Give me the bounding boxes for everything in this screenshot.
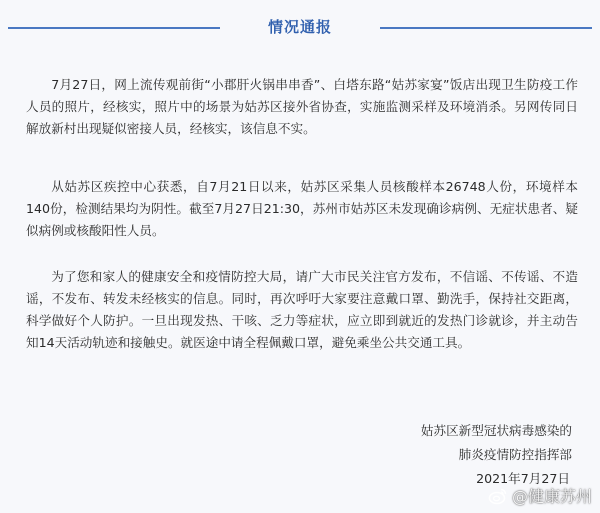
signature-line-2: 肺炎疫情防控指挥部 (458, 447, 572, 462)
paragraph-rumor-clarification: 7月27日，网上流传观前街“小郡肝火锅串串香”、白塔东路“姑苏家宴”饭店出现卫生防疫工作人员的照片，经核实，照片中的场景为姑苏区接外省协查，实施监测采样及环境消杀。另网传同日解放新村出现疑似密接人员，经核实，该信息不实。 (26, 77, 578, 136)
notice-title: 情况通报 (267, 18, 332, 36)
title-bar (8, 16, 592, 38)
paragraph-test-results: 从姑苏区疾控中心获悉，自7月21日以来，姑苏区采集人员核酸样本26748人份，环境样本140份，检测结果均为阴性。截至7月27日21:30，苏州市姑苏区未发现确诊病例、无症状患者、疑似病例或核酸阳性人员。 (26, 179, 578, 238)
watermark-text: @健康苏州 (511, 487, 592, 506)
signature-line-1: 姑苏区新型冠状病毒感染的 (420, 423, 572, 438)
weibo-watermark (488, 484, 592, 507)
title-rule-right (380, 27, 592, 29)
signature-date: 2021年7月27日 (476, 471, 570, 486)
paragraph-public-advice: 为了您和家人的健康安全和疫情防控大局，请广大市民关注官方发布，不信谣、不传谣、不造谣，不发布、转发未经核实的信息。同时，再次呼吁大家要注意戴口罩、勤洗手，保持社交距离，科学做好个人防护。一旦出现发热、干咳、乏力等症状，应立即到就近的发热门诊就诊，并主动告知14天活动轨迹和接触史。就医途中请全程佩戴口罩，避免乘坐公共交通工具。 (26, 269, 578, 350)
weibo-icon (488, 486, 508, 506)
